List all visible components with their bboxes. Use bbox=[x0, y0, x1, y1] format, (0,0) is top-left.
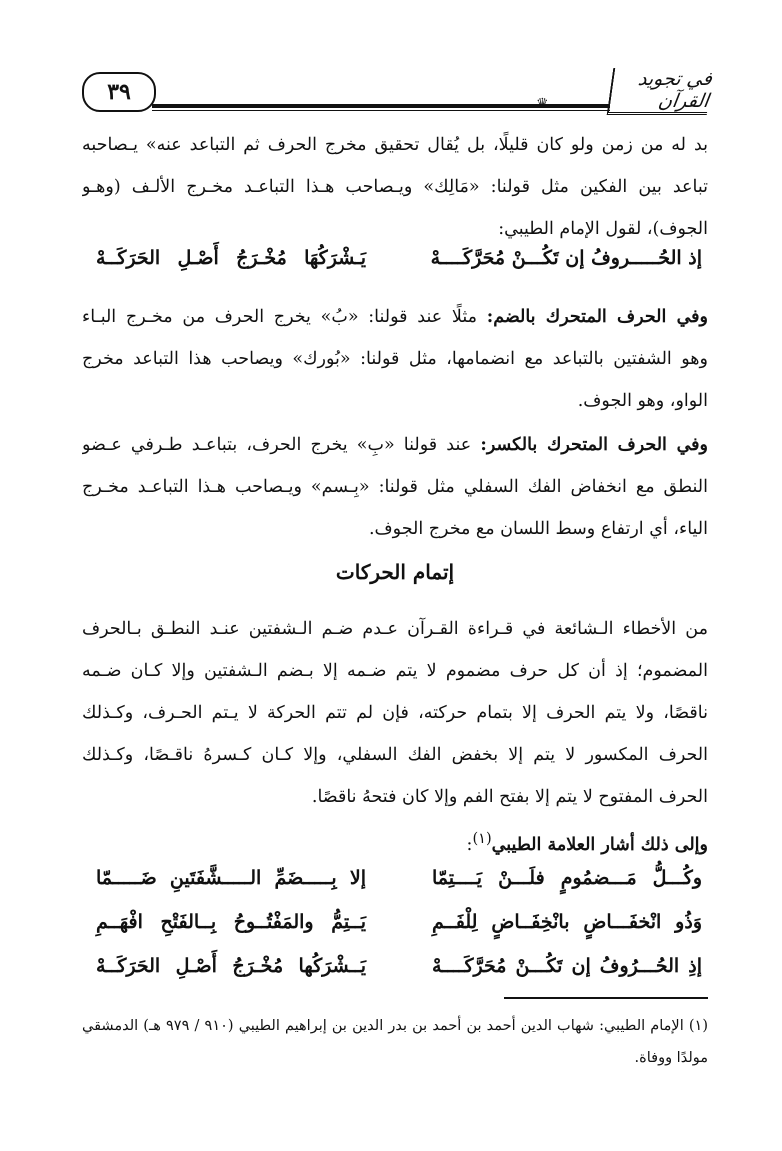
text-line: الحرف المفتوح لا يتم إلا بفتح الفم وإلا كان فتحهُ ناقصًا. bbox=[311, 787, 708, 807]
text-line: الحرف المكسور لا يتم إلا بخفض الفك السفلي، وإلا كـان كـسرهُ ناقـصًا، وكـذلك bbox=[82, 745, 708, 765]
verse-row bbox=[96, 238, 702, 278]
verse-intro: وإلى ذلك أشار العلامة الطيبي bbox=[491, 834, 708, 855]
footnote bbox=[82, 1010, 708, 1074]
verse-left-hemistich: يَــتِمُّ والمَفْتُــوحُ بِــالفَتْحِ افْهَــمِ bbox=[96, 911, 366, 933]
text-line: المضموم؛ إذ أن كل حرف مضموم لا يتم ضـمه إلا بـضم الـشفتين وإلا كـان ضـمه bbox=[82, 661, 708, 681]
text-line: وهو الشفتين بالتباعد مع انضمامها، مثل قولنا: «بُورك» ويصاحب هذا التباعد مخرج bbox=[82, 349, 708, 369]
ornament-icon: ♛ bbox=[536, 96, 549, 112]
text-line: الواو، وهو الجوف. bbox=[577, 391, 708, 411]
bold-lead: وفي الحرف المتحرك بالكسر: bbox=[480, 435, 708, 455]
text-line: ناقصًا، ولا يتم الحرف إلا بتمام حركته، فإن لم تتم الحركة لا يـتم الحـرف، وكـذلك bbox=[82, 703, 708, 723]
verse-left-hemistich: يَـشْرَكُهَا مُخْـرَجُ أَصْـلِ الحَرَكَــهْ bbox=[96, 247, 366, 269]
bold-lead: وفي الحرف المتحرك بالضم: bbox=[486, 307, 708, 327]
book-title: في تجويد القرآن bbox=[607, 68, 714, 115]
paragraph-completion bbox=[82, 608, 708, 860]
verse-intro-colon: : bbox=[466, 834, 473, 855]
footnote-line: (١) الإمام الطيبي: شهاب الدين أحمد بن أحمد بن بدر الدين بن إبراهيم الطيبي (٩١٠ / ٩٧٩ هـ) الدمشقي bbox=[82, 1018, 708, 1034]
text-line: بد له من زمن ولو كان قليلًا، بل يُقال تحقيق مخرج الحرف ثم التباعد عنه» يـصاحبه bbox=[82, 135, 708, 155]
footnote-ref: (١) bbox=[472, 830, 492, 847]
text-span: مثلًا عند قولنا: «بُ» يخرج الحرف من مخـرج البـاء bbox=[82, 307, 477, 327]
verse-row bbox=[96, 858, 702, 898]
verse-row bbox=[96, 902, 702, 942]
text-line: الياء، أي ارتفاع وسط اللسان مع مخرج الجوف. bbox=[368, 519, 708, 539]
text-line: من الأخطاء الـشائعة في قـراءة القـرآن عـدم ضـم الـشفتين عنـد النطـق بـالحرف bbox=[82, 619, 708, 639]
verse-left-hemistich: إلا بِـــــضَمِّ الـــــشَّفَتَينِ ضَـــــمّا bbox=[96, 867, 366, 889]
verse-right-hemistich: وكُـــلُّ مَـــضمُومٍ فلَـــنْ يَــــتِمّا bbox=[432, 867, 702, 889]
verse-intro-line bbox=[82, 818, 708, 860]
verse-left-hemistich: يَــشْرَكُها مُخْـرَجُ أَصْـلِ الحَرَكَــهْ bbox=[96, 955, 366, 977]
footnote-line: مولدًا ووفاة. bbox=[634, 1050, 708, 1066]
verse-row bbox=[96, 946, 702, 986]
paragraph-kasra bbox=[82, 424, 708, 550]
section-heading: إتمام الحركات bbox=[335, 560, 455, 584]
page-number: ٣٩ bbox=[82, 72, 156, 112]
text-span: عند قولنا «بِ» يخرج الحرف، بتباعـد طـرفي عـضو bbox=[82, 435, 472, 455]
verse-right-hemistich: إذ الحُـــــروفُ إن تَكُـــنْ مُحَرَّكَــــهْ bbox=[430, 247, 702, 269]
footnote-rule bbox=[504, 997, 708, 999]
page-header bbox=[78, 58, 714, 120]
verse-right-hemistich: وَذُو انْخفَـــاضٍ بانْخِفَــاضٍ لِلْفَــمِ bbox=[432, 911, 702, 933]
text-line: الجوف)، لقول الإمام الطيبي: bbox=[498, 219, 708, 239]
paragraph-intro bbox=[82, 124, 708, 250]
text-line bbox=[82, 424, 708, 466]
text-line: النطق مع انخفاض الفك السفلي مثل قولنا: «بِـسم» ويـصاحب هـذا التباعـد مخـرج bbox=[82, 477, 708, 497]
text-line bbox=[82, 296, 708, 338]
text-line: تباعد بين الفكين مثل قولنا: «مَالِك» ويـصاحب هـذا التباعـد مخـرج الألـف (وهـو bbox=[82, 177, 708, 197]
paragraph-damma bbox=[82, 296, 708, 422]
verse-right-hemistich: إذِ الحُـــرُوفُ إن تَكُـــنْ مُحَرَّكَــــهْ bbox=[432, 955, 702, 977]
